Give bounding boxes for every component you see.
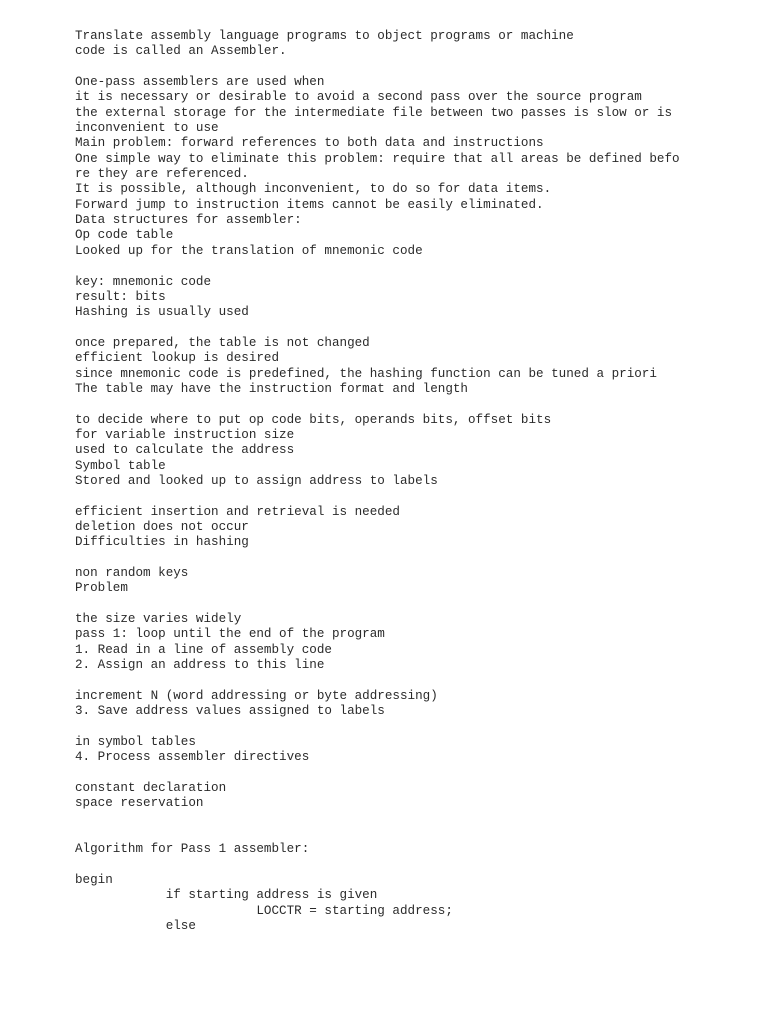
text-line: 1. Read in a line of assembly code: [75, 642, 332, 657]
text-line: Symbol table: [75, 458, 166, 473]
text-line: to decide where to put op code bits, operands bits, offset bits: [75, 412, 552, 427]
text-line: begin: [75, 872, 113, 887]
text-line: non random keys: [75, 566, 189, 581]
text-line: for variable instruction size: [75, 427, 295, 442]
text-line: pass 1: loop until the end of the program: [75, 627, 385, 642]
text-line: the size varies widely: [75, 612, 242, 627]
text-line: constant declaration: [75, 780, 227, 795]
text-line: The table may have the instruction format and length: [75, 381, 468, 396]
text-line: since mnemonic code is predefined, the hashing function can be tuned a priori: [75, 366, 657, 381]
text-line: re they are referenced.: [75, 167, 249, 182]
text-line: [75, 321, 745, 336]
text-line: Op code table: [75, 228, 174, 243]
text-line: key: mnemonic code: [75, 274, 212, 289]
text-line: It is possible, although inconvenient, to do so for data items.: [75, 182, 552, 197]
text-line: [75, 719, 745, 734]
text-line: 2. Assign an address to this line: [75, 658, 325, 673]
text-line: One-pass assemblers are used when: [75, 75, 325, 90]
text-line: Stored and looked up to assign address to labels: [75, 473, 438, 488]
text-line: used to calculate the address: [75, 443, 295, 458]
text-line: result: bits: [75, 289, 166, 304]
text-line: increment N (word addressing or byte addressing): [75, 688, 438, 703]
text-line: [75, 259, 745, 274]
text-line: once prepared, the table is not changed: [75, 335, 370, 350]
text-line: else: [75, 918, 196, 933]
text-line: deletion does not occur: [75, 520, 249, 534]
text-line: [75, 827, 745, 842]
text-line: 3. Save address values assigned to labels: [75, 704, 385, 719]
text-line: Main problem: forward references to both data and instructions: [75, 136, 544, 151]
text-line: the external storage for the intermediate file between two passes is slow or is: [75, 105, 673, 120]
text-line: efficient lookup is desired: [75, 351, 280, 366]
text-line: [75, 812, 745, 827]
text-line: One simple way to eliminate this problem: require that all areas be defined befo: [75, 151, 680, 166]
text-line: Forward jump to instruction items cannot be easily eliminated.: [75, 197, 544, 212]
text-line: LOCCTR = starting address;: [75, 903, 453, 918]
text-line: [75, 60, 745, 75]
text-line: Data structures for assembler:: [75, 213, 302, 228]
text-line: efficient insertion and retrieval is needed: [75, 504, 400, 519]
text-line: [75, 597, 745, 612]
text-line: in symbol tables: [75, 734, 196, 749]
text-line: code is called an Assembler.: [75, 44, 287, 59]
text-line: [75, 489, 745, 504]
text-line: Translate assembly language programs to object programs or machine: [75, 29, 574, 43]
text-line: space reservation: [75, 796, 204, 811]
text-line: inconvenient to use: [75, 121, 219, 136]
text-line: Hashing is usually used: [75, 305, 249, 320]
text-line: [75, 766, 745, 781]
document-text: [75, 29, 745, 934]
text-line: [75, 397, 745, 412]
text-line: [75, 551, 745, 566]
text-line: [75, 858, 745, 873]
text-line: Algorithm for Pass 1 assembler:: [75, 842, 310, 857]
text-line: it is necessary or desirable to avoid a second pass over the source program: [75, 90, 642, 105]
text-line: Looked up for the translation of mnemonic code: [75, 243, 423, 258]
text-line: Difficulties in hashing: [75, 535, 249, 550]
text-line: if starting address is given: [75, 888, 378, 903]
text-line: Problem: [75, 581, 128, 596]
text-line: 4. Process assembler directives: [75, 750, 310, 765]
text-line: [75, 673, 745, 688]
